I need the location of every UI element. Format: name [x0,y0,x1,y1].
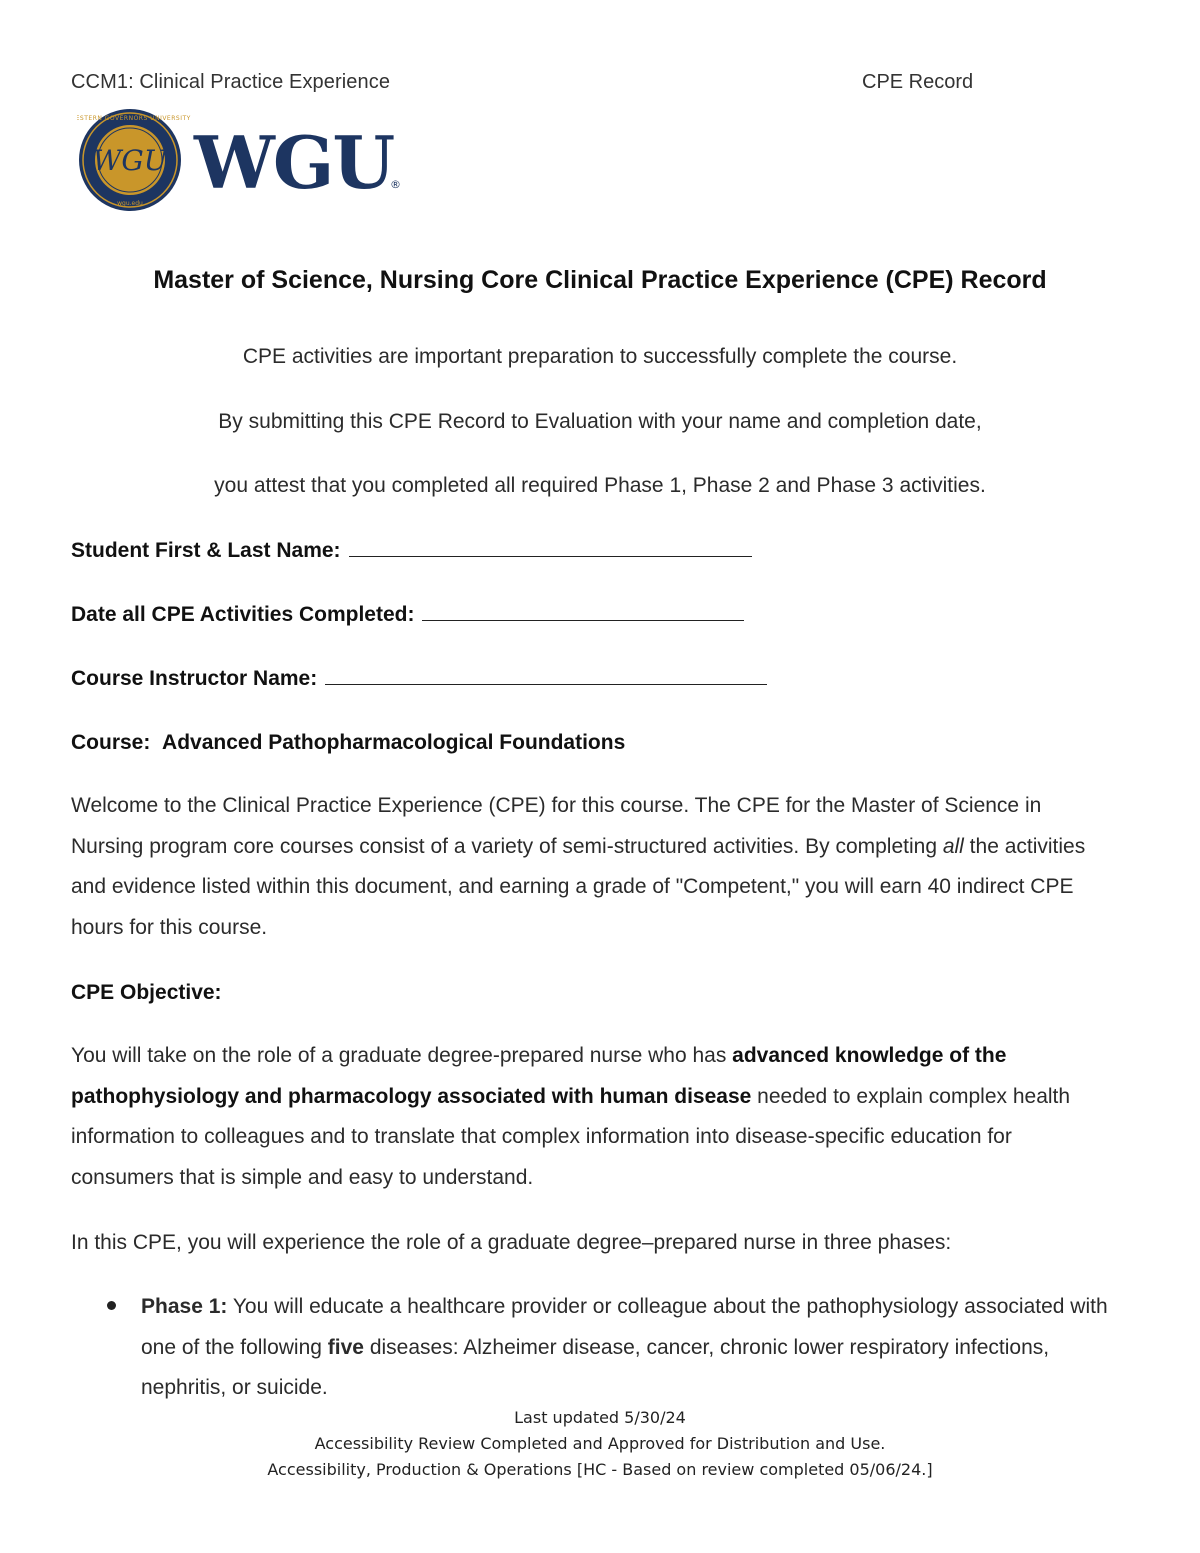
page-title: Master of Science, Nursing Core Clinical Practice Experience (CPE) Record [153,266,1047,294]
course-value: Advanced Pathopharmacological Foundations [162,731,626,754]
phase-1-item: Phase 1: You will educate a healthcare provider or colleague about the pathophysiology associated with one of the following five diseases: Alzheimer disease, cancer, chronic lower respiratory infections, nephritis, or suicide. [141,1295,1108,1399]
phases-intro: In this CPE, you will experience the role of a graduate degree–prepared nurse in three phases: [71,1231,952,1254]
header-record-label: CPE Record [862,71,974,93]
objective-heading: CPE Objective: [71,981,222,1004]
registered-mark: ® [390,178,401,191]
phase-1-label: Phase 1: [141,1295,228,1318]
intro-line-1: CPE activities are important preparation to successfully complete the course. [242,345,958,368]
intro-line-2: By submitting this CPE Record to Evaluation with your name and completion date, [218,410,982,433]
footer-accessibility-review: Accessibility Review Completed and Approved for Distribution and Use. [314,1434,886,1453]
objective-emphasis: advanced knowledge of the pathophysiology and pharmacology associated with human disease [71,1044,1007,1108]
footer-accessibility-production: Accessibility, Production & Operations [HC - Based on review completed 05/06/24.] [267,1460,933,1479]
course-field [71,731,625,755]
student-name-label: Student First & Last Name: [71,539,341,562]
seal-year: wgu.edu [117,200,143,207]
instructor-name-blank[interactable] [325,666,767,685]
welcome-emphasis: all [942,834,964,858]
instructor-name-label: Course Instructor Name: [71,667,318,690]
footer-last-updated: Last updated 5/30/24 [514,1408,686,1427]
objective-paragraph: You will take on the role of a graduate degree-prepared nurse who has advanced knowledge of the pathophysiology and pharmacology associated with human disease needed to explain complex health information to colleagues and to translate that complex information into disease-specific education for consumers that is simple and easy to understand. [71,1044,1071,1189]
phase-1-count: five [327,1335,364,1359]
instructor-name-field[interactable] [71,666,767,691]
wgu-logo [77,108,407,214]
student-name-blank[interactable] [349,538,752,557]
completion-date-blank[interactable] [422,602,744,621]
bullet-icon [107,1301,116,1310]
completion-date-field[interactable] [71,602,744,627]
seal-monogram: WGU [92,144,168,177]
student-name-field[interactable] [71,538,752,563]
wgu-wordmark: WGU [194,120,394,205]
intro-line-3: you attest that you completed all required Phase 1, Phase 2 and Phase 3 activities. [214,474,986,497]
seal-ring-text: WESTERN GOVERNORS UNIVERSITY [77,115,191,122]
header-course-code: CCM1: Clinical Practice Experience [71,71,391,93]
wgu-logo-graphic [77,108,407,214]
welcome-paragraph: Welcome to the Clinical Practice Experience (CPE) for this course. The CPE for the Master of Science in Nursing program core courses consist of a variety of semi-structured activities. By completing all the activities and evidence listed within this document, and earning a grade of "Competent," you will earn 40 indirect CPE hours for this course. [71,794,1086,939]
completion-date-label: Date all CPE Activities Completed: [71,603,415,626]
course-label: Course: [71,731,151,754]
